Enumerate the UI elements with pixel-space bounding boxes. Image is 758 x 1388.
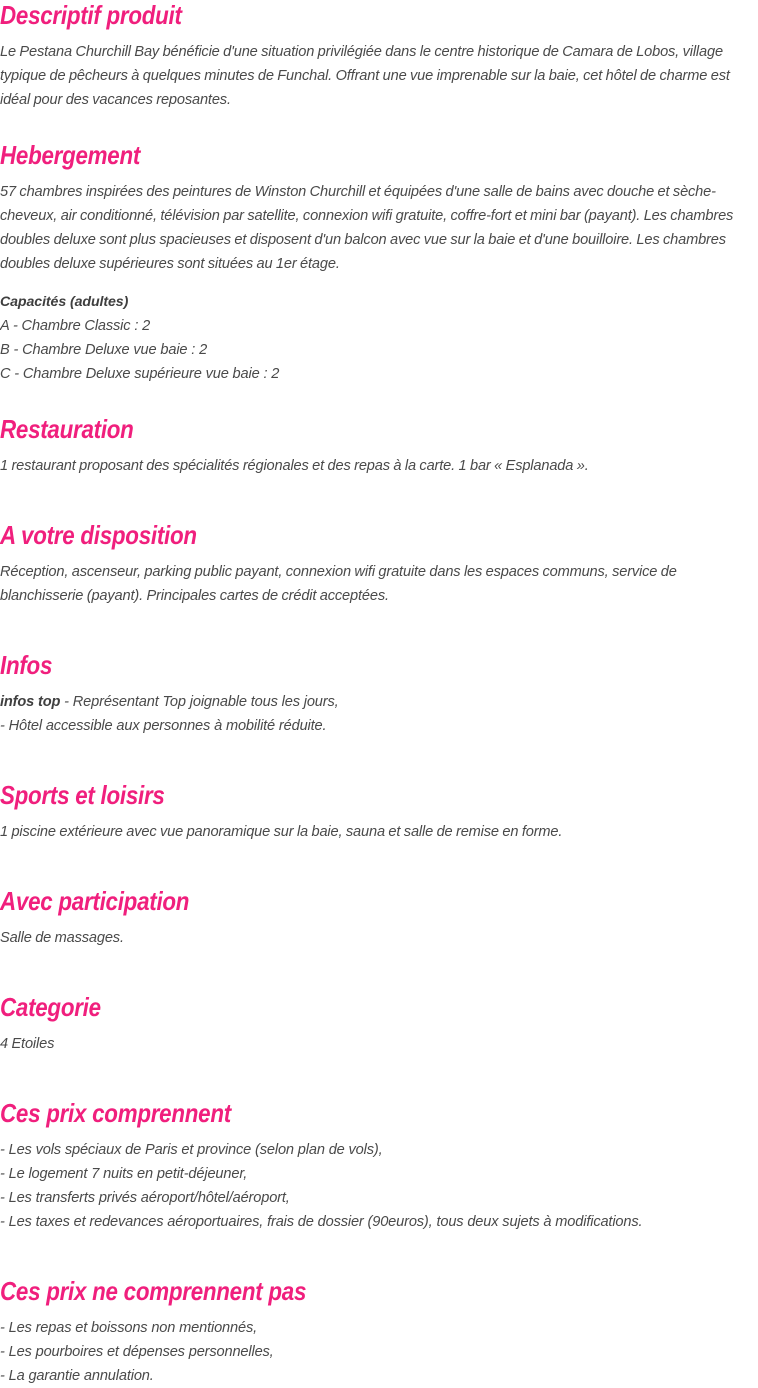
section-title-a-votre-disposition: A votre disposition (0, 520, 197, 550)
section-body-a-votre-disposition: Réception, ascenseur, parking public payant, connexion wifi gratuite dans les espaces communs, service de blanchisserie (payant). Principales cartes de crédit acceptées. (0, 564, 677, 604)
section-body-restauration: 1 restaurant proposant des spécialités régionales et des repas à la carte. 1 bar « Esplanada ». (0, 458, 589, 474)
section-avec-participation (0, 886, 758, 950)
section-categorie (0, 992, 758, 1056)
section-descriptif-produit (0, 0, 758, 112)
section-body-descriptif-produit: Le Pestana Churchill Bay bénéficie d'une situation privilégiée dans le centre historique de Camara de Lobos, village typique de pêcheurs à quelques minutes de Funchal. Offrant une vue imprenable sur la baie, cet hôtel de charme est idéal pour des vacances reposantes. (0, 44, 730, 108)
section-ces-prix-ne-comprennent-pas (0, 1276, 758, 1388)
capacity-item-c: C - Chambre Deluxe supérieure vue baie : 2 (0, 366, 280, 382)
section-title-restauration: Restauration (0, 414, 134, 444)
section-restauration (0, 414, 758, 478)
capacities-heading: Capacités (adultes) (0, 294, 129, 310)
capacity-item-a: A - Chambre Classic : 2 (0, 318, 151, 334)
section-body-avec-participation: Salle de massages. (0, 930, 124, 946)
section-ces-prix-comprennent (0, 1098, 758, 1234)
excluded-item-3: - La garantie annulation. (0, 1368, 154, 1384)
included-item-2: - Le logement 7 nuits en petit-déjeuner, (0, 1166, 248, 1182)
section-body-sports-et-loisirs: 1 piscine extérieure avec vue panoramique sur la baie, sauna et salle de remise en forme. (0, 824, 563, 840)
section-sports-et-loisirs (0, 780, 758, 844)
section-title-sports-et-loisirs: Sports et loisirs (0, 780, 165, 810)
section-hebergement (0, 140, 758, 386)
section-title-avec-participation: Avec participation (0, 886, 190, 916)
excluded-item-1: - Les repas et boissons non mentionnés, (0, 1320, 257, 1336)
section-body-categorie: 4 Etoiles (0, 1036, 55, 1052)
section-title-infos: Infos (0, 650, 53, 680)
excluded-item-2: - Les pourboires et dépenses personnelles, (0, 1344, 274, 1360)
section-body-hebergement: 57 chambres inspirées des peintures de Winston Churchill et équipées d'une salle de bains avec douche et sèche-cheveux, air conditionné, télévision par satellite, connexion wifi gratuite, coffre-fort et mini bar (payant). Les chambres doubles deluxe sont plus spacieuses et disposent d'un balcon avec vue sur la baie et d'une bouilloire. Les chambres doubles deluxe supérieures sont situées au 1er étage. (0, 184, 734, 272)
section-infos (0, 650, 758, 738)
capacity-item-b: B - Chambre Deluxe vue baie : 2 (0, 342, 208, 358)
section-title-categorie: Categorie (0, 992, 101, 1022)
included-item-3: - Les transferts privés aéroport/hôtel/aéroport, (0, 1190, 290, 1206)
infos-line-1-text: - Représentant Top joignable tous les jours, (60, 694, 339, 710)
section-title-hebergement: Hebergement (0, 140, 141, 170)
section-a-votre-disposition (0, 520, 758, 608)
included-item-1: - Les vols spéciaux de Paris et province (selon plan de vols), (0, 1142, 383, 1158)
section-title-ces-prix-ne-comprennent-pas: Ces prix ne comprennent pas (0, 1276, 307, 1306)
infos-line-2: - Hôtel accessible aux personnes à mobilité réduite. (0, 718, 327, 734)
section-title-descriptif-produit: Descriptif produit (0, 0, 182, 30)
included-item-4: - Les taxes et redevances aéroportuaires, frais de dossier (90euros), tous deux sujets à modifications. (0, 1214, 643, 1230)
infos-top-label: infos top (0, 694, 61, 710)
section-title-ces-prix-comprennent: Ces prix comprennent (0, 1098, 231, 1128)
infos-line-1 (0, 690, 758, 714)
